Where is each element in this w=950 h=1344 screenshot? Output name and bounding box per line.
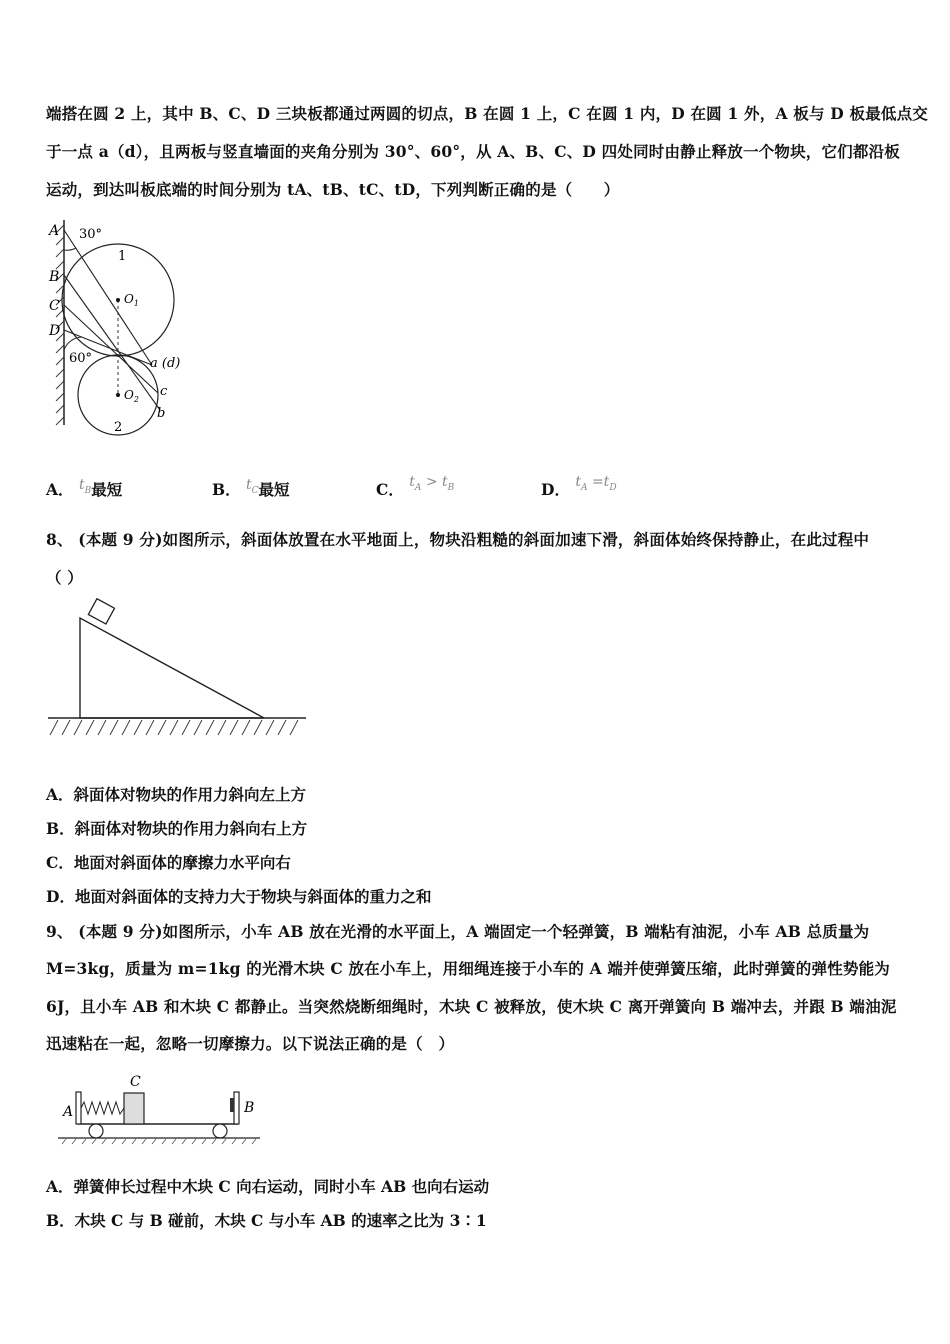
label-b: b xyxy=(157,406,166,421)
label-D: D xyxy=(49,323,61,339)
q7-option-d[interactable] xyxy=(541,474,617,502)
label-O1: $O_1$ xyxy=(124,292,139,308)
option-text: 最短 xyxy=(91,480,123,499)
label-a-d: a (d) xyxy=(150,356,181,371)
label-30deg: 30° xyxy=(79,227,103,242)
label-C: C xyxy=(49,298,60,314)
label-c: c xyxy=(160,384,168,399)
incline-triangle xyxy=(80,618,264,718)
q9-ground-hatch xyxy=(62,1139,256,1144)
label-B: B xyxy=(244,1100,255,1116)
label-60deg: 60° xyxy=(69,351,93,366)
q7-option-c[interactable] xyxy=(376,474,455,502)
block-c xyxy=(124,1093,144,1124)
block-on-incline xyxy=(88,599,114,624)
q9-option-b[interactable]: B．木块 C 与 B 碰前，木块 C 与小车 AB 的速率之比为 3∶1 xyxy=(46,1211,487,1230)
q9-line-2: M=3kg，质量为 m=1kg 的光滑木块 C 放在小车上，用细绳连接于小车的 A 端并使弹簧压缩，此时弹簧的弹性势能为 xyxy=(46,959,891,978)
angle-60-arc xyxy=(64,337,82,350)
q7-option-a[interactable] xyxy=(46,478,122,502)
option-math: $t_B$ xyxy=(78,477,92,496)
option-letter: C． xyxy=(376,480,404,499)
label-circle-2: 2 xyxy=(114,420,123,435)
label-B: B xyxy=(49,269,60,285)
q9-option-a[interactable]: A．弹簧伸长过程中木块 C 向右运动，同时小车 AB 也向右运动 xyxy=(46,1177,490,1196)
wheel-right xyxy=(213,1124,227,1138)
q8-option-a[interactable]: A．斜面体对物块的作用力斜向左上方 xyxy=(46,785,307,804)
option-letter: A． xyxy=(46,480,74,499)
o1-dot xyxy=(116,298,120,302)
angle-30-arc xyxy=(64,248,76,250)
ground-hatch xyxy=(50,720,298,735)
q7-line-3: 运动，到达叫板底端的时间分别为 tA、tB、tC、tD，下列判断正确的是（ ） xyxy=(46,180,620,199)
cart-end-a xyxy=(76,1092,81,1124)
q9-cart-figure xyxy=(54,1068,264,1150)
wheel-left xyxy=(89,1124,103,1138)
o2-dot xyxy=(116,393,120,397)
q9-line-1: 9、 (本题 9 分)如图所示，小车 AB 放在光滑的水平面上，A 端固定一个轻弹簧，B 端粘有油泥，小车 AB 总质量为 xyxy=(46,922,870,941)
spring xyxy=(81,1102,124,1114)
q8-line-1: 8、 (本题 9 分)如图所示，斜面体放置在水平地面上，物块沿粗糙的斜面加速下滑，斜面体始终保持静止，在此过程中 xyxy=(46,530,870,549)
q7-line-1: 端搭在圆 2 上，其中 B、C、D 三块板都通过两圆的切点，B 在圆 1 上，C 在圆 1 内，D 在圆 1 外，A 板与 D 板最低点交 xyxy=(46,104,929,123)
option-letter: B． xyxy=(212,480,241,499)
cart-end-b xyxy=(234,1092,239,1124)
q8-option-b[interactable]: B．斜面体对物块的作用力斜向右上方 xyxy=(46,819,308,838)
board-a xyxy=(64,230,152,365)
label-circle-1: 1 xyxy=(118,249,127,264)
putty xyxy=(230,1098,234,1112)
option-math: $t_C$ xyxy=(246,477,259,496)
label-A: A xyxy=(63,1104,74,1120)
q9-line-4: 迅速粘在一起，忽略一切摩擦力。以下说法正确的是（ ） xyxy=(46,1034,455,1053)
option-letter: D． xyxy=(541,480,570,499)
q8-line-2: （ ） xyxy=(46,568,83,587)
label-A: A xyxy=(49,223,60,239)
q7-line-2: 于一点 a（d），且两板与竖直墙面的夹角分别为 30°、60°，从 A、B、C、D 四处同时由静止释放一个物块，它们都沿板 xyxy=(46,142,900,161)
q8-option-c[interactable]: C．地面对斜面体的摩擦力水平向右 xyxy=(46,853,291,872)
option-math: $t_A > t_B$ xyxy=(409,474,455,493)
q8-option-d[interactable]: D．地面对斜面体的支持力大于物块与斜面体的重力之和 xyxy=(46,887,432,906)
label-O2: $O_2$ xyxy=(124,388,139,404)
option-math: $t_A =t_D$ xyxy=(575,474,617,493)
option-text: 最短 xyxy=(258,480,290,499)
q7-figure xyxy=(44,215,204,440)
q7-option-b[interactable] xyxy=(212,478,290,502)
q9-line-3: 6J，且小车 AB 和木块 C 都静止。当突然烧断细绳时，木块 C 被释放，使木块 C 离开弹簧向 B 端冲去，并跟 B 端油泥 xyxy=(46,997,897,1016)
label-C: C xyxy=(130,1074,141,1090)
q8-incline-figure xyxy=(44,598,310,743)
